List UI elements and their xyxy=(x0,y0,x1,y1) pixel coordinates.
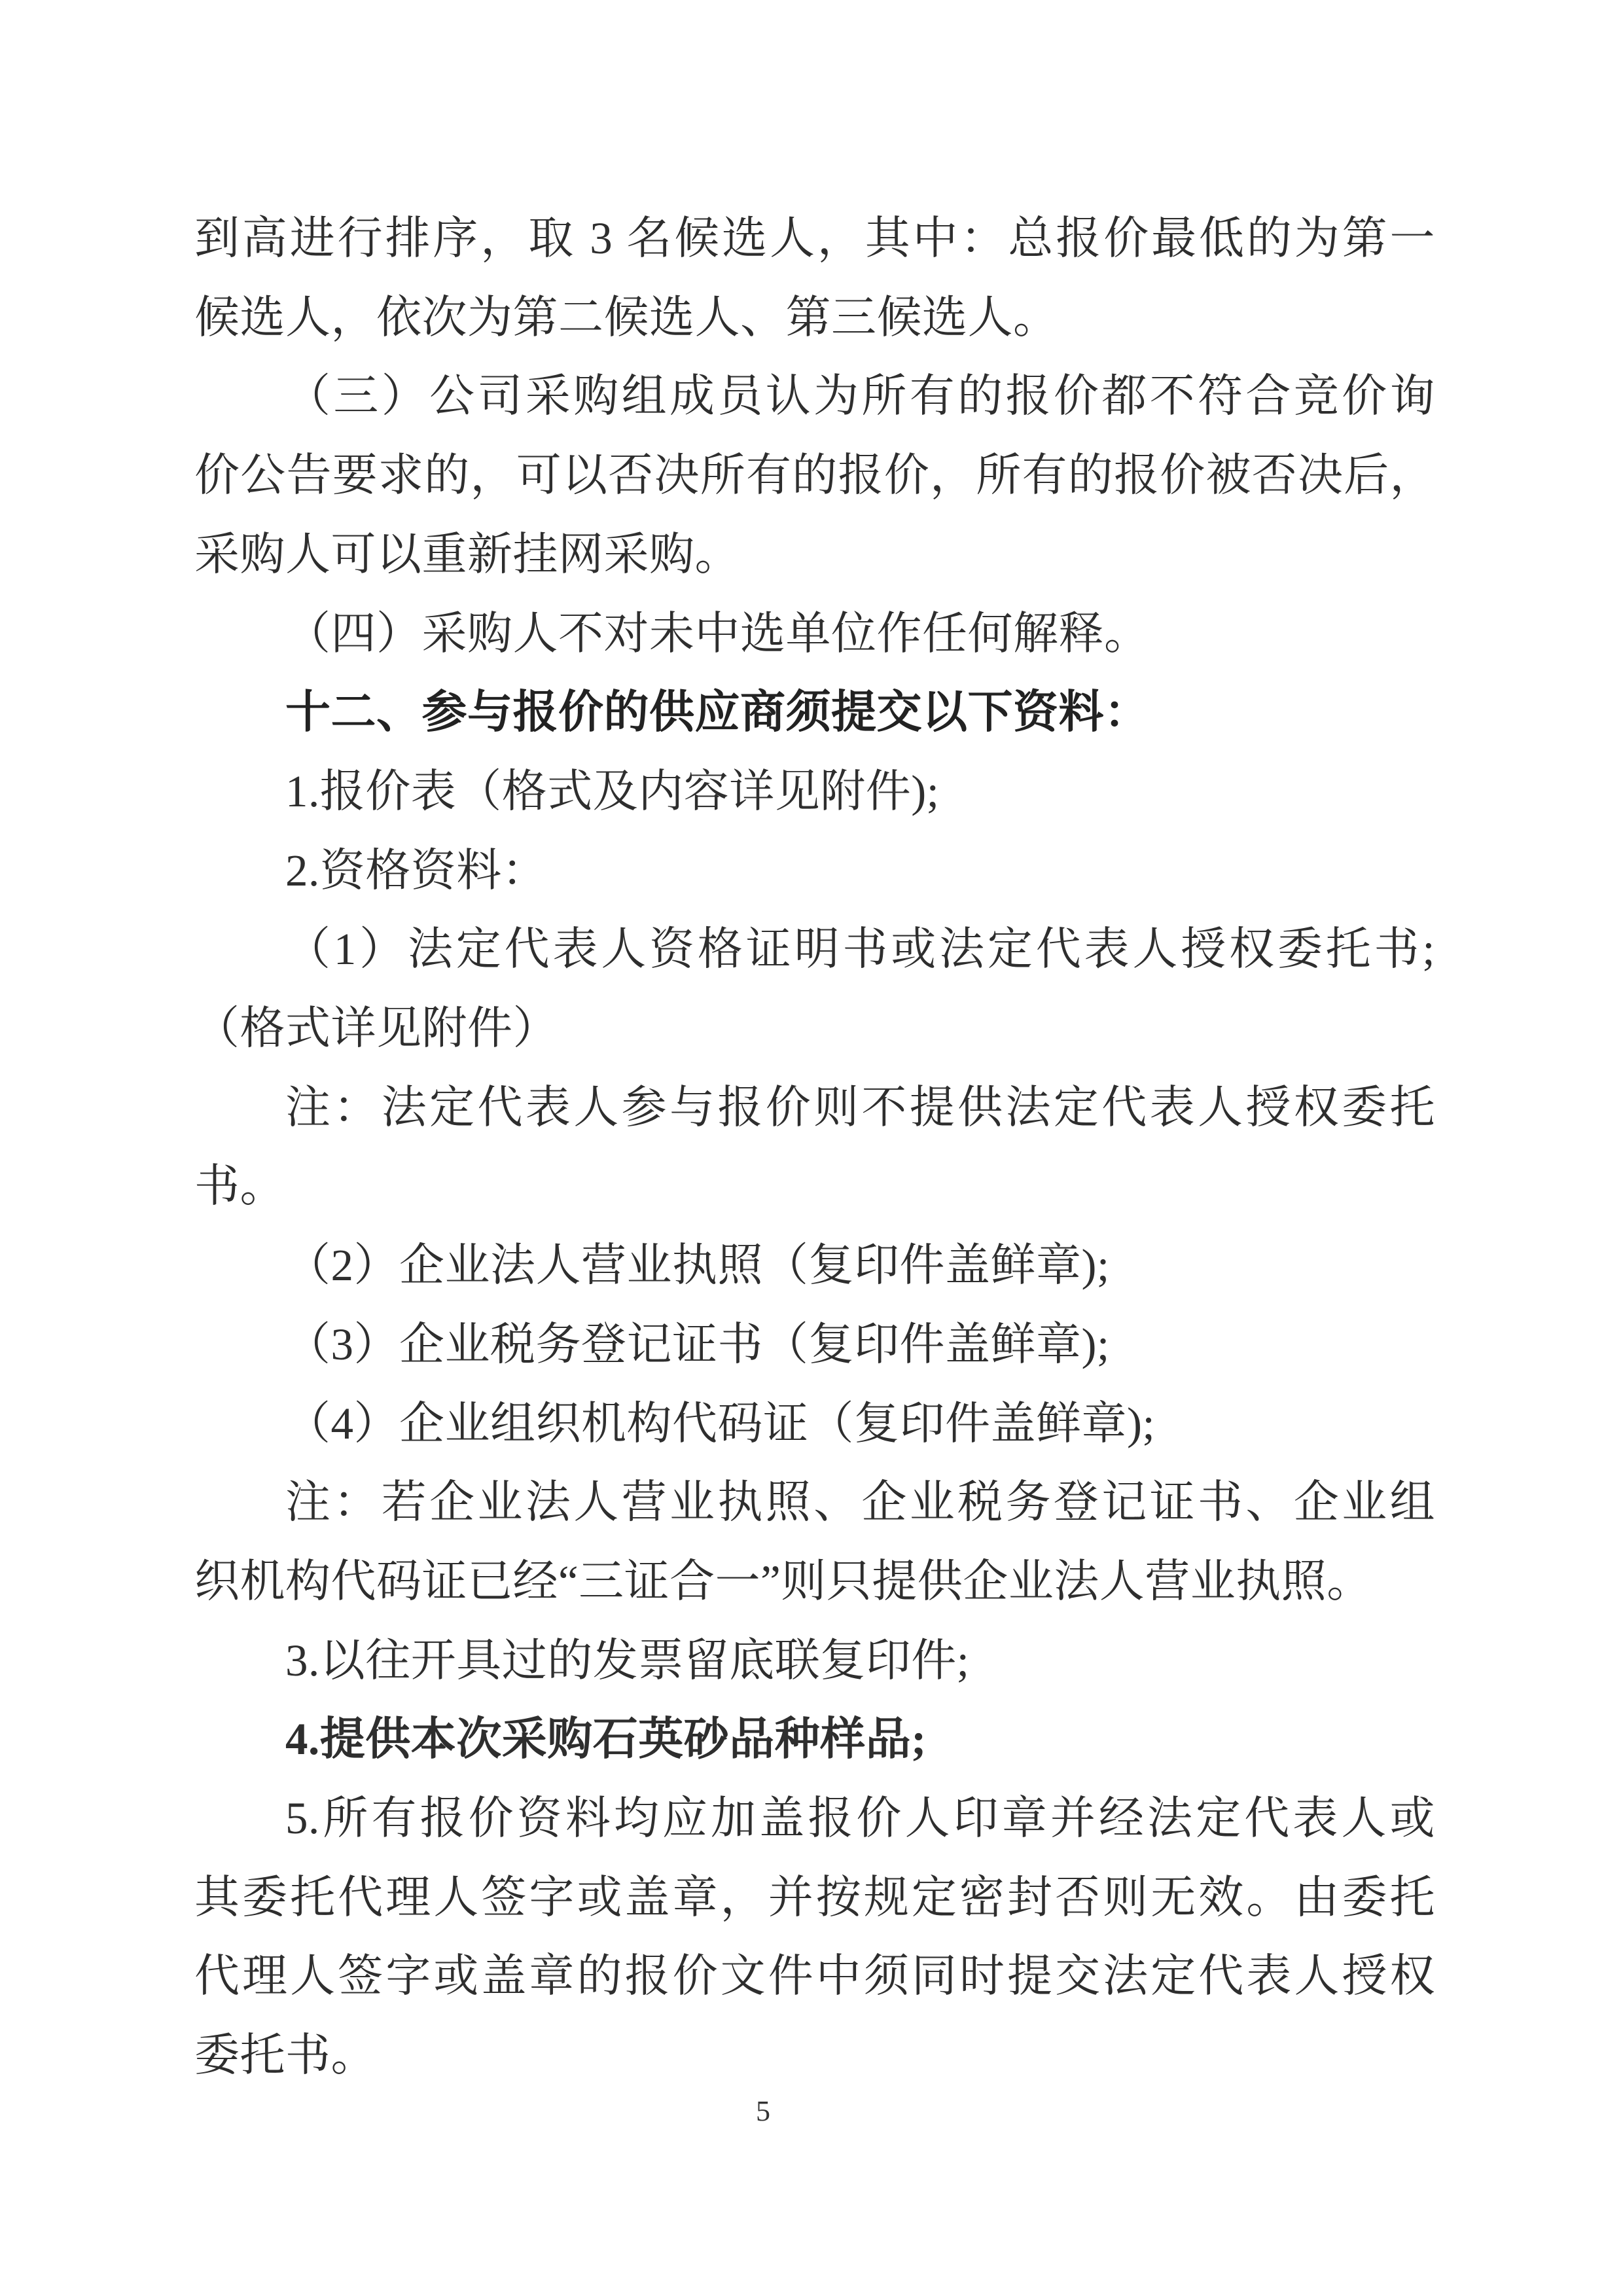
text-line: 价公告要求的，可以否决所有的报价，所有的报价被否决后， xyxy=(194,450,1435,501)
text-line: 到高进行排序，取 3 名候选人，其中：总报价最低的为第一 xyxy=(194,213,1435,263)
text-line: 采购人可以重新挂网采购。 xyxy=(194,529,740,579)
paragraph-body xyxy=(194,831,1435,910)
text-line: 十二、参与报价的供应商须提交以下资料： xyxy=(285,687,1150,738)
paragraph-body xyxy=(194,199,1435,357)
paragraph-body xyxy=(194,594,1435,673)
text-line: （4）企业组织机构代码证（复印件盖鲜章); xyxy=(285,1398,1156,1448)
paragraph-body xyxy=(194,357,1435,594)
paragraph-body xyxy=(194,752,1435,831)
paragraph-heading xyxy=(194,673,1435,752)
text-line: 织机构代码证已经“三证合一”则只提供企业法人营业执照。 xyxy=(194,1556,1372,1606)
text-line: （3）企业税务登记证书（复印件盖鲜章); xyxy=(285,1319,1110,1369)
paragraph-body xyxy=(194,910,1435,1067)
text-line: 4.提供本次采购石英砂品种样品; xyxy=(285,1714,927,1765)
document-content xyxy=(194,199,1435,2095)
paragraph-body xyxy=(194,1068,1435,1226)
paragraph-body xyxy=(194,1305,1435,1384)
text-line: 注：若企业法人营业执照、企业税务登记证书、企业组 xyxy=(285,1477,1435,1528)
text-line: 候选人，依次为第二候选人、第三候选人。 xyxy=(194,292,1059,342)
text-line: 委托书。 xyxy=(194,2030,376,2081)
paragraph-emphasis xyxy=(194,1700,1435,1779)
text-line: （2）企业法人营业执照（复印件盖鲜章); xyxy=(285,1240,1110,1291)
page-number: 5 xyxy=(756,2095,770,2127)
text-line: 1.报价表（格式及内容详见附件); xyxy=(285,766,940,816)
paragraph-body xyxy=(194,1384,1435,1463)
text-line: 代理人签字或盖章的报价文件中须同时提交法定代表人授权 xyxy=(194,1951,1435,2001)
paragraph-body xyxy=(194,1226,1435,1305)
text-line: （四）采购人不对未中选单位作任何解释。 xyxy=(285,608,1150,658)
paragraph-body xyxy=(194,1621,1435,1700)
text-line: 5.所有报价资料均应加盖报价人印章并经法定代表人或 xyxy=(285,1793,1435,1844)
paragraph-body xyxy=(194,1779,1435,2095)
text-line: 注：法定代表人参与报价则不提供法定代表人授权委托 xyxy=(285,1082,1435,1132)
text-line: 3.以往开具过的发票留底联复印件; xyxy=(285,1635,970,1685)
text-line: 书。 xyxy=(194,1161,285,1211)
text-line: （1）法定代表人资格证明书或法定代表人授权委托书; xyxy=(285,924,1435,975)
text-line: 2.资格资料： xyxy=(285,845,548,895)
text-line: （格式详见附件） xyxy=(194,1003,558,1054)
text-line: 其委托代理人签字或盖章，并按规定密封否则无效。由委托 xyxy=(194,1872,1435,1922)
text-line: （三）公司采购组成员认为所有的报价都不符合竞价询 xyxy=(285,371,1435,422)
paragraph-body xyxy=(194,1463,1435,1621)
